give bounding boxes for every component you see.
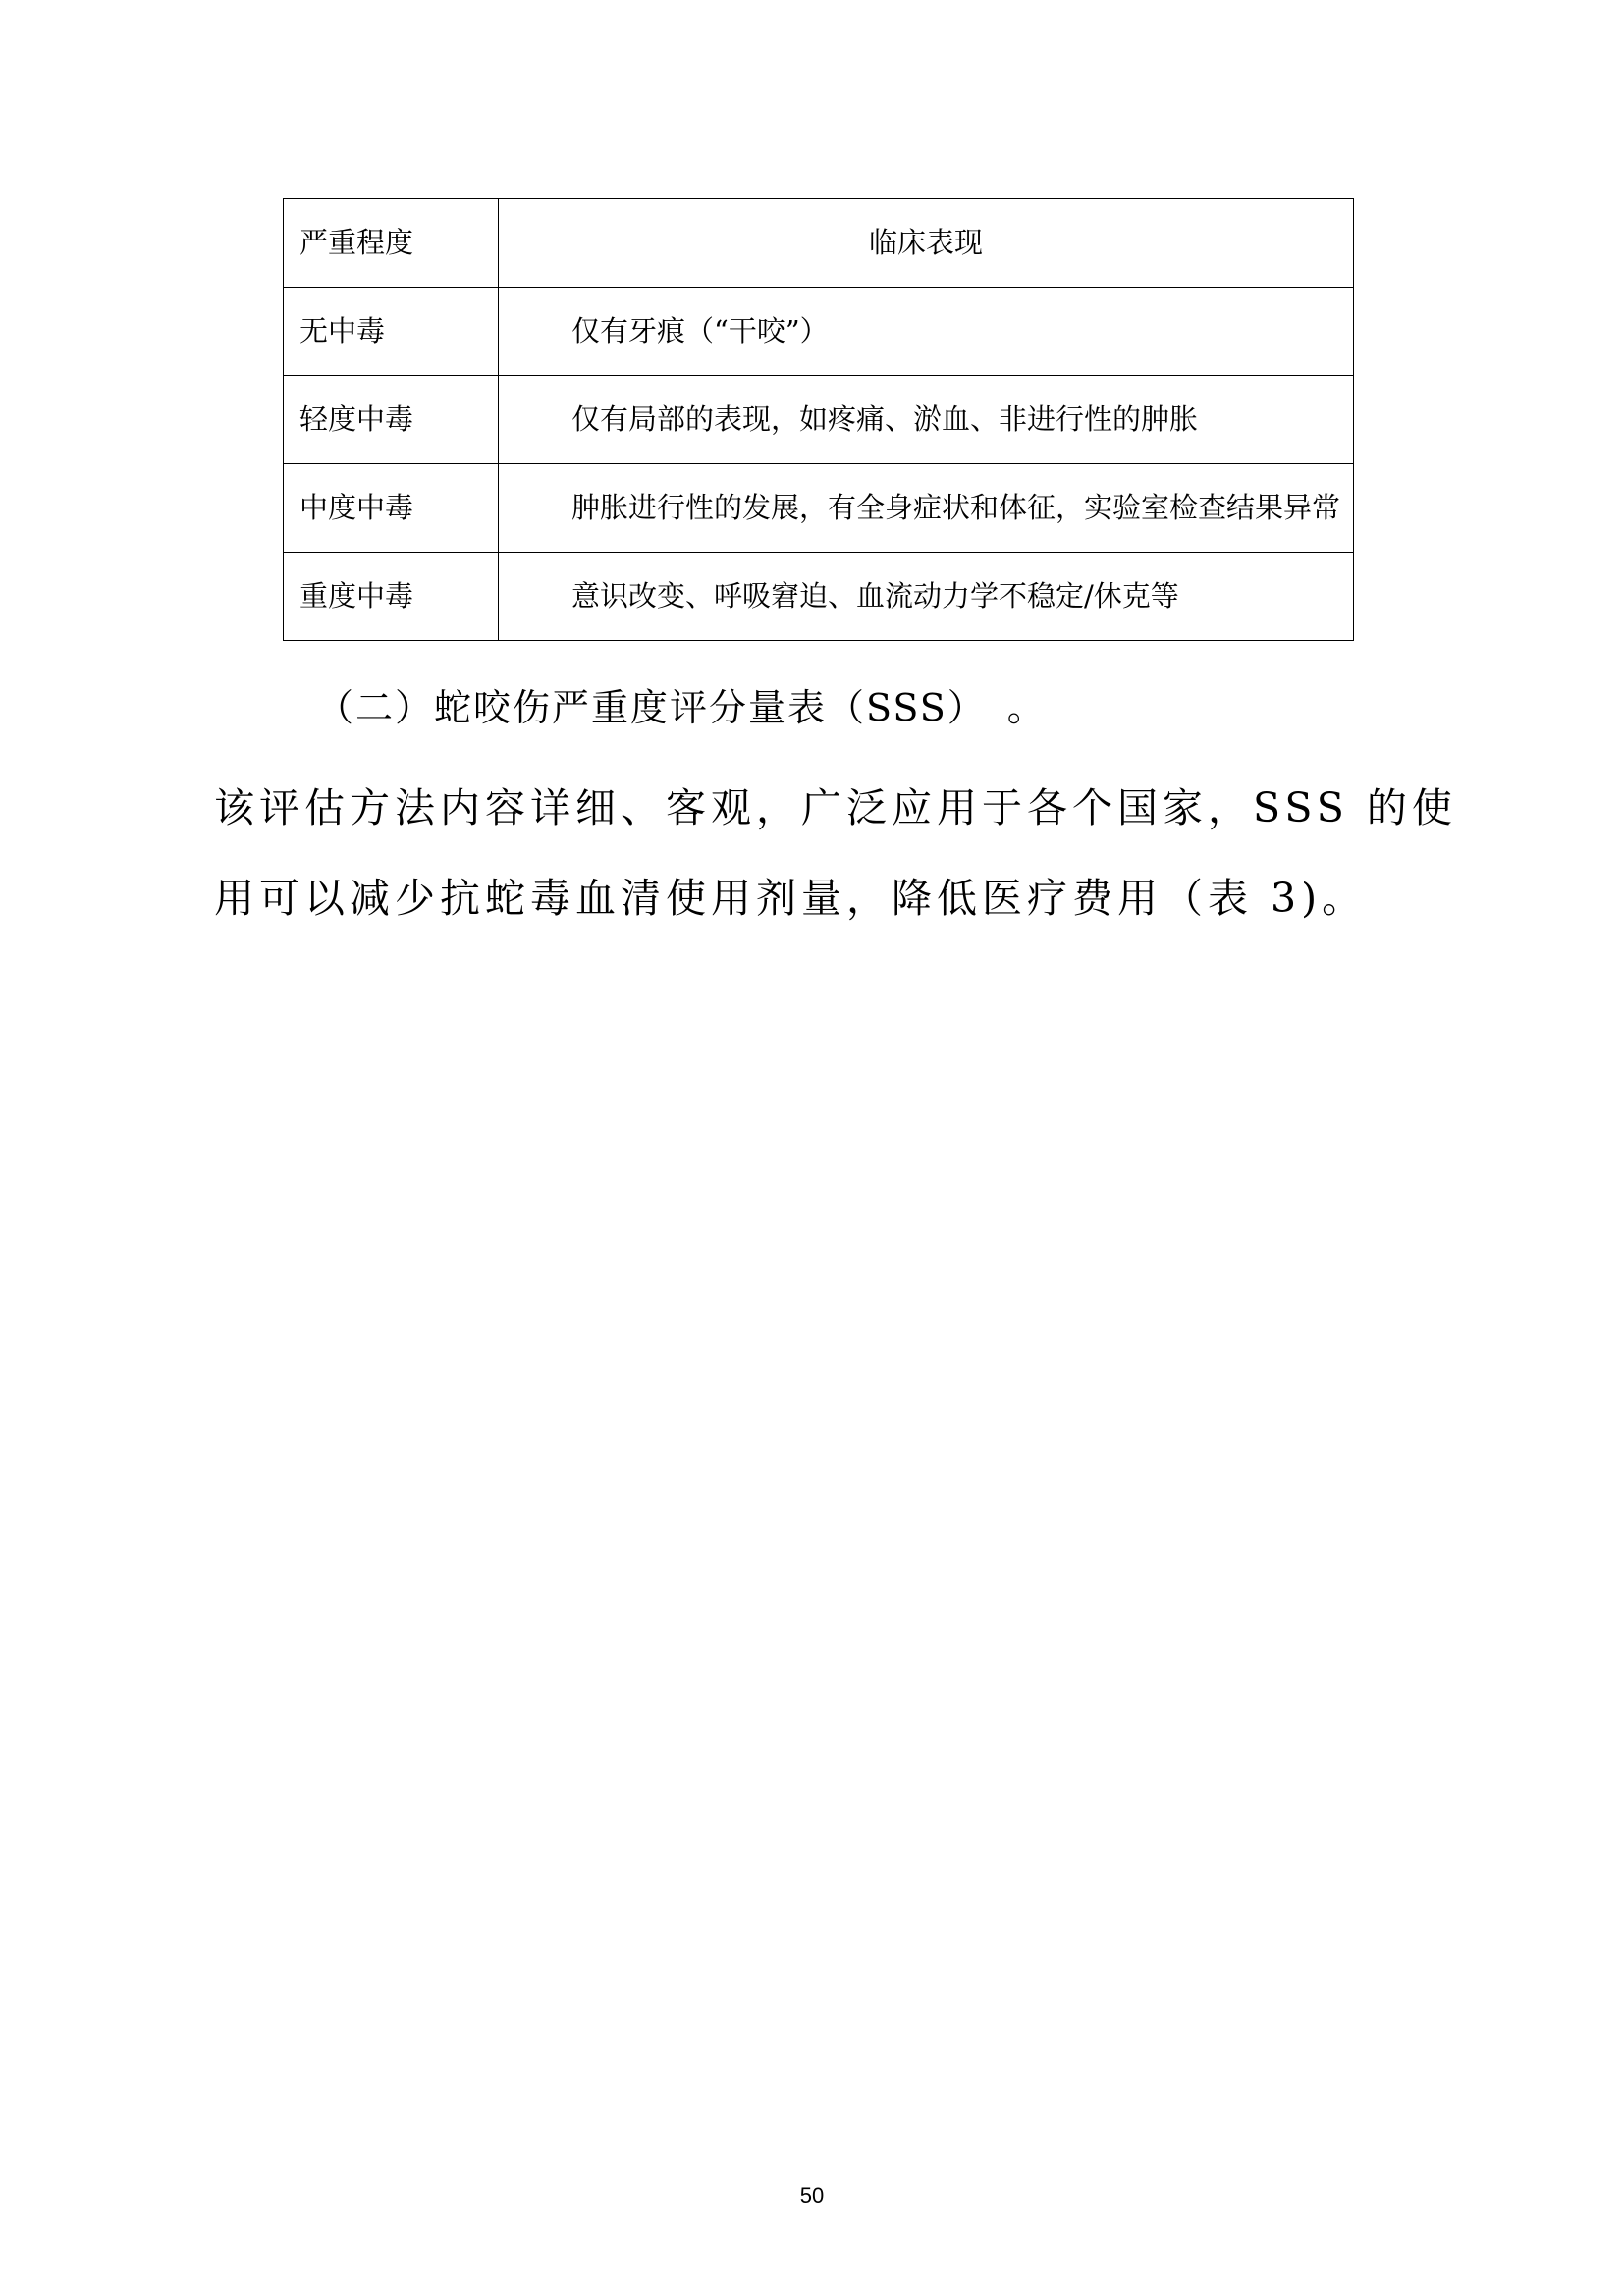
header-clinical: 临床表现 — [499, 199, 1354, 288]
severity-cell: 无中毒 — [284, 288, 499, 376]
paragraph-line: 该评估方法内容详细、客观，广泛应用于各个国家，SSS 的使 — [214, 784, 1457, 831]
table-row — [284, 376, 1354, 464]
severity-cell: 中度中毒 — [284, 464, 499, 553]
severity-table — [283, 198, 1354, 641]
table-row — [284, 553, 1354, 641]
table-row — [284, 288, 1354, 376]
clinical-cell: 仅有局部的表现，如疼痛、淤血、非进行性的肿胀 — [499, 376, 1354, 464]
clinical-cell: 意识改变、呼吸窘迫、血流动力学不稳定/休克等 — [499, 553, 1354, 641]
table-row — [284, 464, 1354, 553]
paragraph-line: 用可以减少抗蛇毒血清使用剂量，降低医疗费用（表 3)。 — [214, 875, 1368, 922]
header-severity: 严重程度 — [284, 199, 499, 288]
severity-cell: 重度中毒 — [284, 553, 499, 641]
table-header-row — [284, 199, 1354, 288]
clinical-cell: 肿胀进行性的发展，有全身症状和体征，实验室检查结果异常 — [499, 464, 1354, 553]
severity-cell: 轻度中毒 — [284, 376, 499, 464]
section-heading: （二）蛇咬伤严重度评分量表（SSS） 。 — [316, 686, 1047, 729]
page-number: 50 — [799, 2183, 825, 2208]
clinical-cell: 仅有牙痕（“干咬”） — [499, 288, 1354, 376]
